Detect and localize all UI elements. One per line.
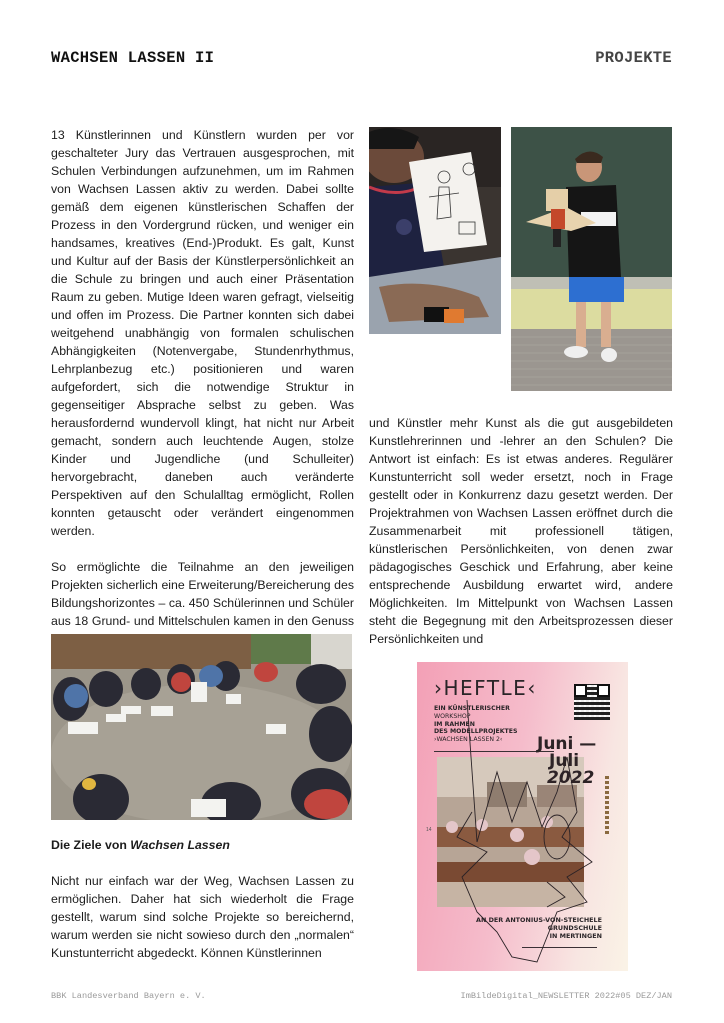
poster-location (476, 916, 602, 940)
poster-dates (537, 736, 596, 787)
photo-boy-blackboard (511, 127, 672, 391)
left-column-top (51, 126, 354, 648)
poster-divider (522, 947, 597, 948)
poster-subtitle-line: IM RAHMEN (434, 720, 475, 728)
poster-subtitle-line: DES MODELLPROJEKTES (434, 728, 518, 736)
poster-date-line: 2022 (547, 768, 595, 788)
poster-subtitle-line: EIN KÜNSTLERISCHER (434, 705, 510, 712)
subheading-italic-text: Wachsen Lassen (130, 838, 230, 852)
body-paragraph: So ermöglichte die Teilnahme an den jeweiligen Projekten sicherlich eine Erweiterung/Bereicherung des Bildungshorizontes – ca. 450 Schülerinnen und Schüler aus 18 Grund- und Mittelschulen kamen in den Genuss (51, 560, 354, 628)
poster-vertical-label (605, 774, 609, 834)
poster-title: ›HEFTLE‹ (434, 676, 537, 700)
footer-publication: ImBildeDigital_NEWSLETTER 2022#05 DEZ/JAN (460, 991, 672, 1001)
poster-location-line: IN MERTINGEN (549, 932, 602, 940)
page-title: WACHSEN LASSEN II (51, 49, 215, 67)
poster-divider (434, 751, 554, 752)
body-paragraph: 13 Künstlerinnen und Künstlern wurden per vor geschalteter Jury das Vertrauen ausgesprochen, mit Schulen Verbindungen aufzunehmen, um im Rahmen von Wachsen Lassen aktiv zu werden. Dabei sollte gemäß dem eigenen künstlerischen Schaffen der Prozess in den Vordergrund rücken, und weniger ein handsames, kreatives (End-)Produkt. Es galt, Kunst und Kultur auf der Basis der Künstlerpersönlichkeit an die Schule zu bringen und auch einer Präsentation Raum zu geben. Mutige Ideen waren gefragt, vielseitig und offen im Prozess. Die Partner konnten sich dabei weitgehend unabhängig von formalen schulischen Abhängigkeiten (Notenvergabe, Stundenrhythmus, Lehrplanbezug etc.) positionieren und waren aufgefordert, sich die notwendige Struktur in gegenseitiger Absprache selbst zu geben. Was herausfordernd wundervoll klingt, hat nicht nur Arbeit gemacht, sondern auch leuchtende Augen, stolze Kinder und Jugendliche (und Schulleiter) hervorgebracht, daneben auch veränderte Perspektiven auf den Schulalltag ermöglicht, Rollen konnten getauscht oder verändert eingenommen werden. (51, 128, 354, 538)
poster-subtitle (434, 705, 517, 744)
body-paragraph: Nicht nur einfach war der Weg, Wachsen Lassen zu ermöglichen. Daher hat sich wiederholt die Frage gestellt, warum sind solche Projekte so bereichernd, warum werden sie nicht sowieso durch den „normalen“ Kunstunterricht abgedeckt. Können Künstlerinnen (51, 874, 354, 960)
photo-child-drawing (369, 127, 501, 334)
subheading-text: Die Ziele von (51, 838, 131, 852)
poster-subtitle-line: WORKSHOP (434, 712, 471, 720)
section-label: PROJEKTE (595, 49, 672, 67)
photo-boy-blackboard-image (511, 127, 672, 391)
poster-page-number: 14 (426, 827, 432, 833)
poster-subtitle-line: ›WACHSEN LASSEN 2‹ (434, 736, 503, 744)
qr-code-icon (574, 684, 610, 720)
poster-date-line: Juni — (537, 734, 597, 754)
poster-date-line: Juli (549, 751, 580, 771)
section-subheading (51, 836, 354, 854)
footer-organization: BBK Landesverband Bayern e. V. (51, 991, 206, 1001)
photo-student-circle-image (51, 634, 352, 820)
poster-location-line: AN DER ANTONIUS-VON-STEICHELE (476, 916, 602, 924)
left-column-bottom (51, 836, 354, 962)
photo-child-drawing-image (369, 127, 501, 334)
poster-location-line: GRUNDSCHULE (547, 924, 602, 932)
photo-student-circle (51, 634, 352, 820)
body-paragraph: und Künstler mehr Kunst als die gut ausgebildeten Kunstlehrerinnen und -lehrer an den Schulen? Die Antwort ist einfach: Es ist etwas anderes. Regulärer Kunstunterricht soll weder ersetzt, noch in Frage gestellt oder in Konkurrenz dazu gesetzt werden. Der Projektrahmen von Wachsen Lassen eröffnet durch die Zusammenarbeit mit professionell tätigen, künstlerischen Persönlichkeiten, von denen zwar pädagogisches Geschick und Erfahrung, aber keine entsprechende Ausbildung erwartet wird, andere Möglichkeiten. Im Mittelpunkt von Wachsen Lassen steht die Begegnung mit den Arbeitsprozessen dieser Persönlichkeiten und (369, 416, 673, 646)
right-column (369, 414, 673, 648)
heftle-poster (417, 662, 628, 971)
